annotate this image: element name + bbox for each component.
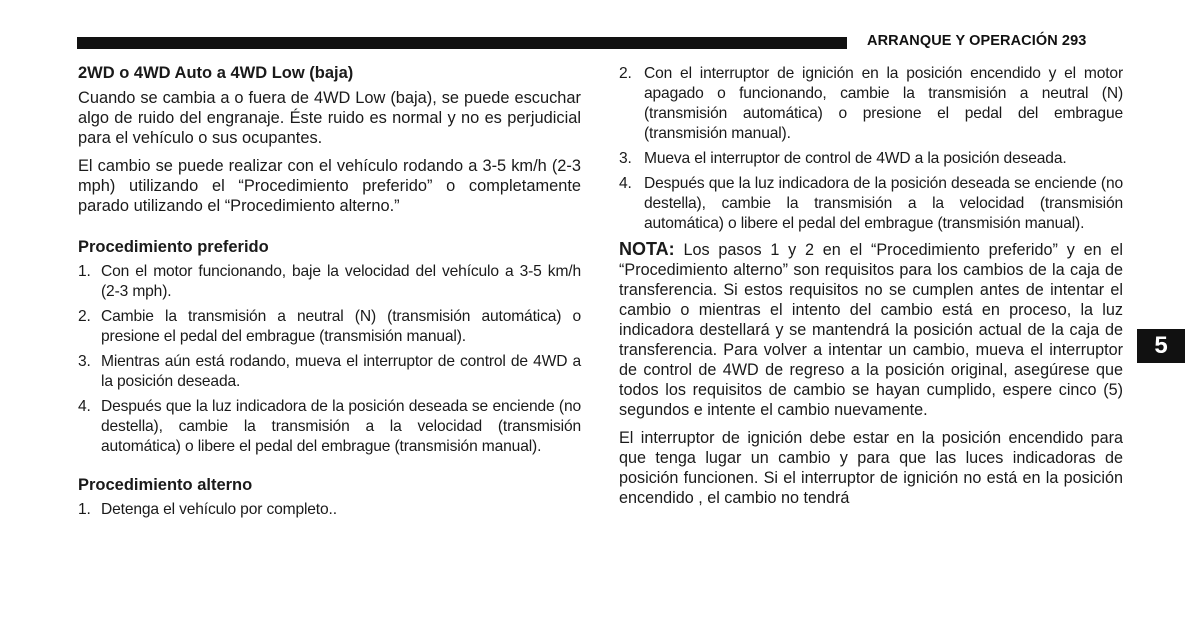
list-item: 4. Después que la luz indicadora de la posición deseada se enciende (no destella), cambie la transmisión a la velocidad (transmisión automática) o libere el pedal del embrague (transmisión manual). [78,398,581,455]
list-item: 3. Mueva el interruptor de control de 4WD a la posición deseada. [619,150,1067,167]
heading-procedimiento-preferido: Procedimiento preferido [78,238,269,256]
list-item: 2. Con el interruptor de ignición en la posición encendido y el motor apagado o funcionando, cambie la transmisión a neutral (N) (transmisión automática) o presione el pedal del embrague (transmisión manual). [619,65,1123,142]
nota-paragraph [619,239,1123,420]
left-column [78,64,581,525]
section-tab: 5 [1137,329,1185,363]
right-column [619,64,1123,516]
list-procedimiento-alterno-cont [619,64,1123,234]
section-heading-4wd-low: 2WD o 4WD Auto a 4WD Low (baja) [78,64,354,82]
list-item: 1. Con el motor funcionando, baje la velocidad del vehículo a 3-5 km/h (2-3 mph). [78,263,581,300]
header-rule [77,37,847,49]
paragraph-shift-conditions: El cambio se puede realizar con el vehículo rodando a 3-5 km/h (2-3 mph) utilizando el “Procedimiento preferido” o completamente parado utilizando el “Procedimiento alterno.” [78,157,581,215]
nota-label: NOTA: [619,239,675,259]
list-item: 1. Detenga el vehículo por completo.. [78,501,337,518]
list-item: 3. Mientras aún está rodando, mueva el interruptor de control de 4WD a la posición deseada. [78,353,581,390]
paragraph-ignition: El interruptor de ignición debe estar en la posición encendido para que tenga lugar un cambio y para que las luces indicadoras de posición funcionen. Si el interruptor de ignición no está en la posición encendido , el cambio no tendrá [619,429,1123,507]
list-procedimiento-alterno [78,500,581,520]
list-item: 2. Cambie la transmisión a neutral (N) (transmisión automática) o presione el pedal del embrague (transmisión manual). [78,308,581,345]
nota-text: Los pasos 1 y 2 en el “Procedimiento preferido” y en el “Procedimiento alterno” son requisitos para los cambios de la caja de transferencia. Si estos requisitos no se cumplen antes de intentar el cambio o mientras el intento del cambio está en proceso, la luz indicadora destellará y se mantendrá la posición actual de la caja de transferencia. Para volver a intentar un cambio, mueva el interruptor de control de 4WD de regreso a la posición original, asegúrese que todos los requisitos de cambio se hayan cumplido, espere cinco (5) segundos e intente el cambio nuevamente. [619,241,1123,419]
list-item: 4. Después que la luz indicadora de la posición deseada se enciende (no destella), cambie la transmisión a la velocidad (transmisión automática) o libere el pedal del embrague (transmisión manual). [619,175,1123,232]
list-procedimiento-preferido [78,262,581,457]
heading-procedimiento-alterno: Procedimiento alterno [78,476,253,494]
paragraph-gear-noise: Cuando se cambia a o fuera de 4WD Low (baja), se puede escuchar algo de ruido del engranaje. Éste ruido es normal y no es perjudicial para el vehículo o sus ocupantes. [78,89,581,147]
page-header-title: ARRANQUE Y OPERACIÓN 293 [867,33,1087,49]
